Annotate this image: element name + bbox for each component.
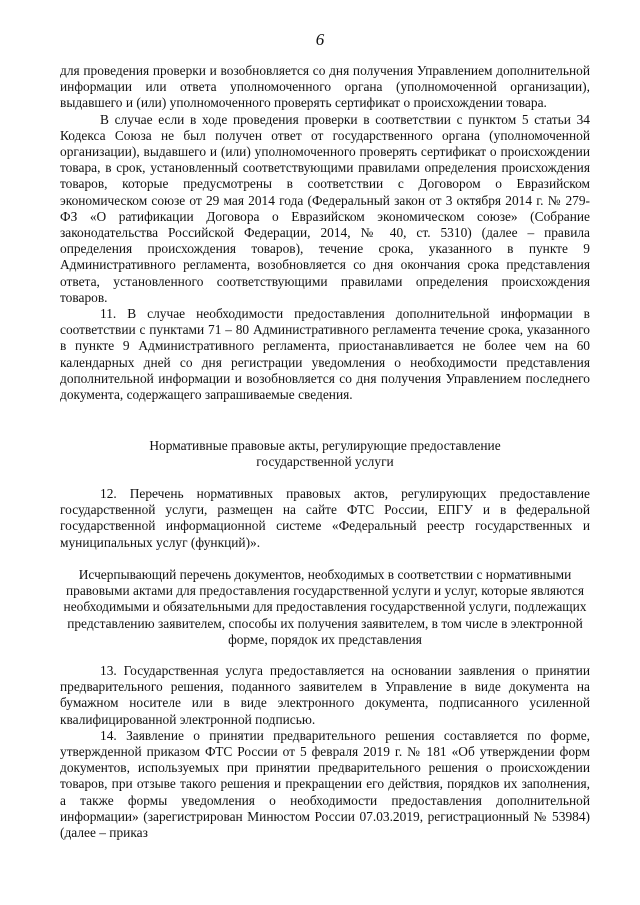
heading-documents-text: Исчерпывающий перечень документов, необходимых в соответствии с нормативными правовыми актами для предоставления государственной услуги и услуг, которые являются необходимыми и обязательными для предоставления государственной услуги, подлежащих представлению заявителем, способы их получения заявителем, в том числе в электронной форме, порядок их представления xyxy=(63,567,587,647)
section-1 xyxy=(60,63,590,403)
paragraph-13: 13. Государственная услуга предоставляется на основании заявления о принятии предварительного решения, поданного заявителем в Управление в виде документа на бумажном носителе или в виде электронного документа, подписанного усиленной квалифицированной электронной подписью. xyxy=(60,663,590,727)
paragraph-12: 12. Перечень нормативных правовых актов, регулирующих предоставление государственной услуги, размещен на сайте ФТС России, ЕПГУ и в федеральной государственной информационной системе «Федеральный реестр государственных и муниципальных услуг (функций)». xyxy=(60,486,590,550)
paragraph-11: 11. В случае необходимости предоставления дополнительной информации в соответствии с пунктами 71 – 80 Административного регламента течение срока, указанного в пункте 9 Административного регламента, приостанавливается не более чем на 60 календарных дней со дня регистрации уведомления о необходимости представления дополнительной информации и возобновляется со дня получения Управлением последнего документа, содержащего запрашиваемые сведения. xyxy=(60,306,590,403)
heading-normative-acts-text: Нормативные правовые акты, регулирующие предоставление государственной услуги xyxy=(149,438,501,470)
page-number: 6 xyxy=(315,30,325,49)
section-2 xyxy=(60,486,590,551)
heading-documents xyxy=(60,567,590,648)
section-3 xyxy=(60,663,590,841)
heading-normative-acts xyxy=(60,438,590,470)
paragraph-14: 14. Заявление о принятии предварительного решения составляется по форме, утвержденной приказом ФТС России от 5 февраля 2019 г. № 181 «Об утверждении форм документов, используемых при принятии предварительного решения о происхождении товаров, при отзыве такого решения и прекращении его действия, порядков их заполнения, а также формы уведомления о необходимости предоставления дополнительной информации» (зарегистрирован Минюстом России 07.03.2019, регистрационный № 53984) (далее – приказ xyxy=(60,727,590,841)
paragraph-case: В случае если в ходе проведения проверки в соответствии с пунктом 5 статьи 34 Кодекса Союза не был получен ответ от государственного органа (уполномоченной организации), выдавшего и (или) уполномоченного проверять сертификат о происхождении товара, в срок, установленный соответствующими правилами определения происхождения товаров, которые предусмотрены в соответствии с Договором о Евразийском экономическом союзе от 29 мая 2014 года (Федеральный закон от 3 октября 2014 г. № 279-ФЗ «О ратификации Договора о Евразийском экономическом союзе» (Собрание законодательства Российской Федерации, 2014, № 40, ст. 5310) (далее – правила определения происхождения товаров), течение срока, указанного в пункте 9 Административного регламента, возобновляется со дня окончания срока представления ответа, установленного соответствующими правилами определения происхождения товаров. xyxy=(60,111,590,305)
paragraph-intro: для проведения проверки и возобновляется со дня получения Управлением дополнительной информации или ответа уполномоченного органа (уполномоченной организации), выдавшего и (или) уполномоченного проверять сертификат о происхождении товара. xyxy=(60,63,590,111)
